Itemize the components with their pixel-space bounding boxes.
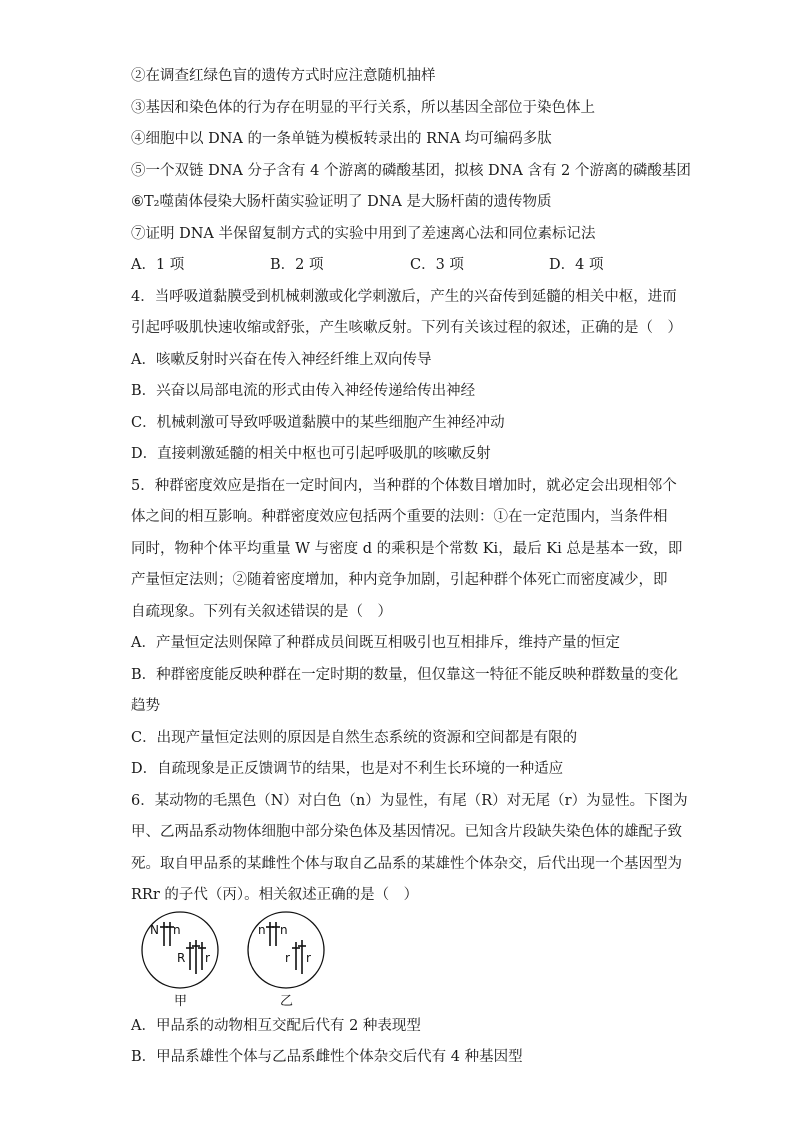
chromosome-diagram <box>138 910 338 1010</box>
cell-yi-gene-r-2: r <box>306 951 311 965</box>
cell-jia-gene-n: n <box>173 923 181 937</box>
q6-stem-line-2: 甲、乙两品系动物体细胞中部分染色体及基因情况。已知含片段缺失染色体的雄配子致 <box>131 824 682 840</box>
q4-option-c[interactable]: C．机械刺激可导致呼吸道黏膜中的某些细胞产生神经冲动 <box>131 415 505 431</box>
cell-yi-gene-r-1: r <box>285 951 290 965</box>
cell-jia-caption: 甲 <box>174 994 188 1009</box>
q5-option-b-cont: 趋势 <box>131 698 160 714</box>
statement-2: ②在调查红绿色盲的遗传方式时应注意随机抽样 <box>131 68 436 84</box>
q4-stem-line-2: 引起呼吸肌快速收缩或舒张，产生咳嗽反射。下列有关该过程的叙述，正确的是（ ） <box>131 320 682 336</box>
cell-yi-caption: 乙 <box>280 994 294 1009</box>
statement-7: ⑦证明 DNA 半保留复制方式的实验中用到了差速离心法和同位素标记法 <box>131 226 596 242</box>
cell-yi <box>248 912 324 1009</box>
cell-yi-gene-n-1: n <box>258 923 266 937</box>
statement-6: ⑥T₂噬菌体侵染大肠杆菌实验证明了 DNA 是大肠杆菌的遗传物质 <box>131 194 552 210</box>
q6-stem-line-4: RRr 的子代（丙）。相关叙述正确的是（ ） <box>131 887 419 903</box>
statement-4: ④细胞中以 DNA 的一条单链为模板转录出的 RNA 均可编码多肽 <box>131 131 552 147</box>
q5-option-a[interactable]: A．产量恒定法则保障了种群成员间既互相吸引也互相排斥，维持产量的恒定 <box>131 635 620 651</box>
q6-stem-line-1: 6．某动物的毛黑色（N）对白色（n）为显性，有尾（R）对无尾（r）为显性。下图为 <box>131 793 688 809</box>
cell-jia-chromosomes <box>160 922 206 974</box>
cell-yi-gene-n-2: n <box>280 923 288 937</box>
q5-stem-line-1: 5．种群密度效应是指在一定时间内，当种群的个体数目增加时，就必定会出现相邻个 <box>131 478 677 494</box>
q6-option-b[interactable]: B．甲品系雄性个体与乙品系雌性个体杂交后代有 4 种基因型 <box>131 1049 523 1065</box>
q5-option-c[interactable]: C．出现产量恒定法则的原因是自然生态系统的资源和空间都是有限的 <box>131 730 578 746</box>
cell-jia-gene-R: R <box>177 951 186 965</box>
q5-stem-line-2: 体之间的相互影响。种群密度效应包括两个重要的法则：①在一定范围内，当条件相 <box>131 509 668 525</box>
cell-jia-gene-N: N <box>150 923 159 937</box>
q3-option-a[interactable]: A．1 项 <box>131 257 185 273</box>
q3-option-b[interactable]: B．2 项 <box>270 257 324 273</box>
statement-3: ③基因和染色体的行为存在明显的平行关系，所以基因全部位于染色体上 <box>131 100 595 116</box>
q4-option-b[interactable]: B．兴奋以局部电流的形式由传入神经传递给传出神经 <box>131 383 476 399</box>
q5-stem-line-5: 自疏现象。下列有关叙述错误的是（ ） <box>131 604 392 620</box>
chromosome-figure <box>138 910 338 1010</box>
q3-option-d[interactable]: D．4 项 <box>549 257 604 273</box>
q5-stem-line-3: 同时，物种个体平均重量 W 与密度 d 的乘积是个常数 Ki，最后 Ki 总是基本一致，即 <box>131 541 683 557</box>
q4-option-a[interactable]: A．咳嗽反射时兴奋在传入神经纤维上双向传导 <box>131 352 432 368</box>
cell-jia <box>142 912 218 1009</box>
q6-stem-line-3: 死。取自甲品系的某雌性个体与取自乙品系的某雄性个体杂交，后代出现一个基因型为 <box>131 856 682 872</box>
q5-option-b[interactable]: B．种群密度能反映种群在一定时期的数量，但仅靠这一特征不能反映种群数量的变化 <box>131 667 679 683</box>
q4-option-d[interactable]: D．直接刺激延髓的相关中枢也可引起呼吸肌的咳嗽反射 <box>131 446 491 462</box>
q5-option-d[interactable]: D．自疏现象是正反馈调节的结果，也是对不利生长环境的一种适应 <box>131 761 564 777</box>
q3-option-c[interactable]: C．3 项 <box>410 257 464 273</box>
statement-5: ⑤一个双链 DNA 分子含有 4 个游离的磷酸基团，拟核 DNA 含有 2 个游离的磷酸基团 <box>131 163 691 179</box>
q6-option-a[interactable]: A．甲品系的动物相互交配后代有 2 种表现型 <box>131 1018 421 1034</box>
q4-stem-line-1: 4．当呼吸道黏膜受到机械刺激或化学刺激后，产生的兴奋传到延髓的相关中枢，进而 <box>131 289 677 305</box>
q5-stem-line-4: 产量恒定法则；②随着密度增加，种内竞争加剧，引起种群个体死亡而密度减少，即 <box>131 572 668 588</box>
cell-jia-gene-r: r <box>205 951 210 965</box>
